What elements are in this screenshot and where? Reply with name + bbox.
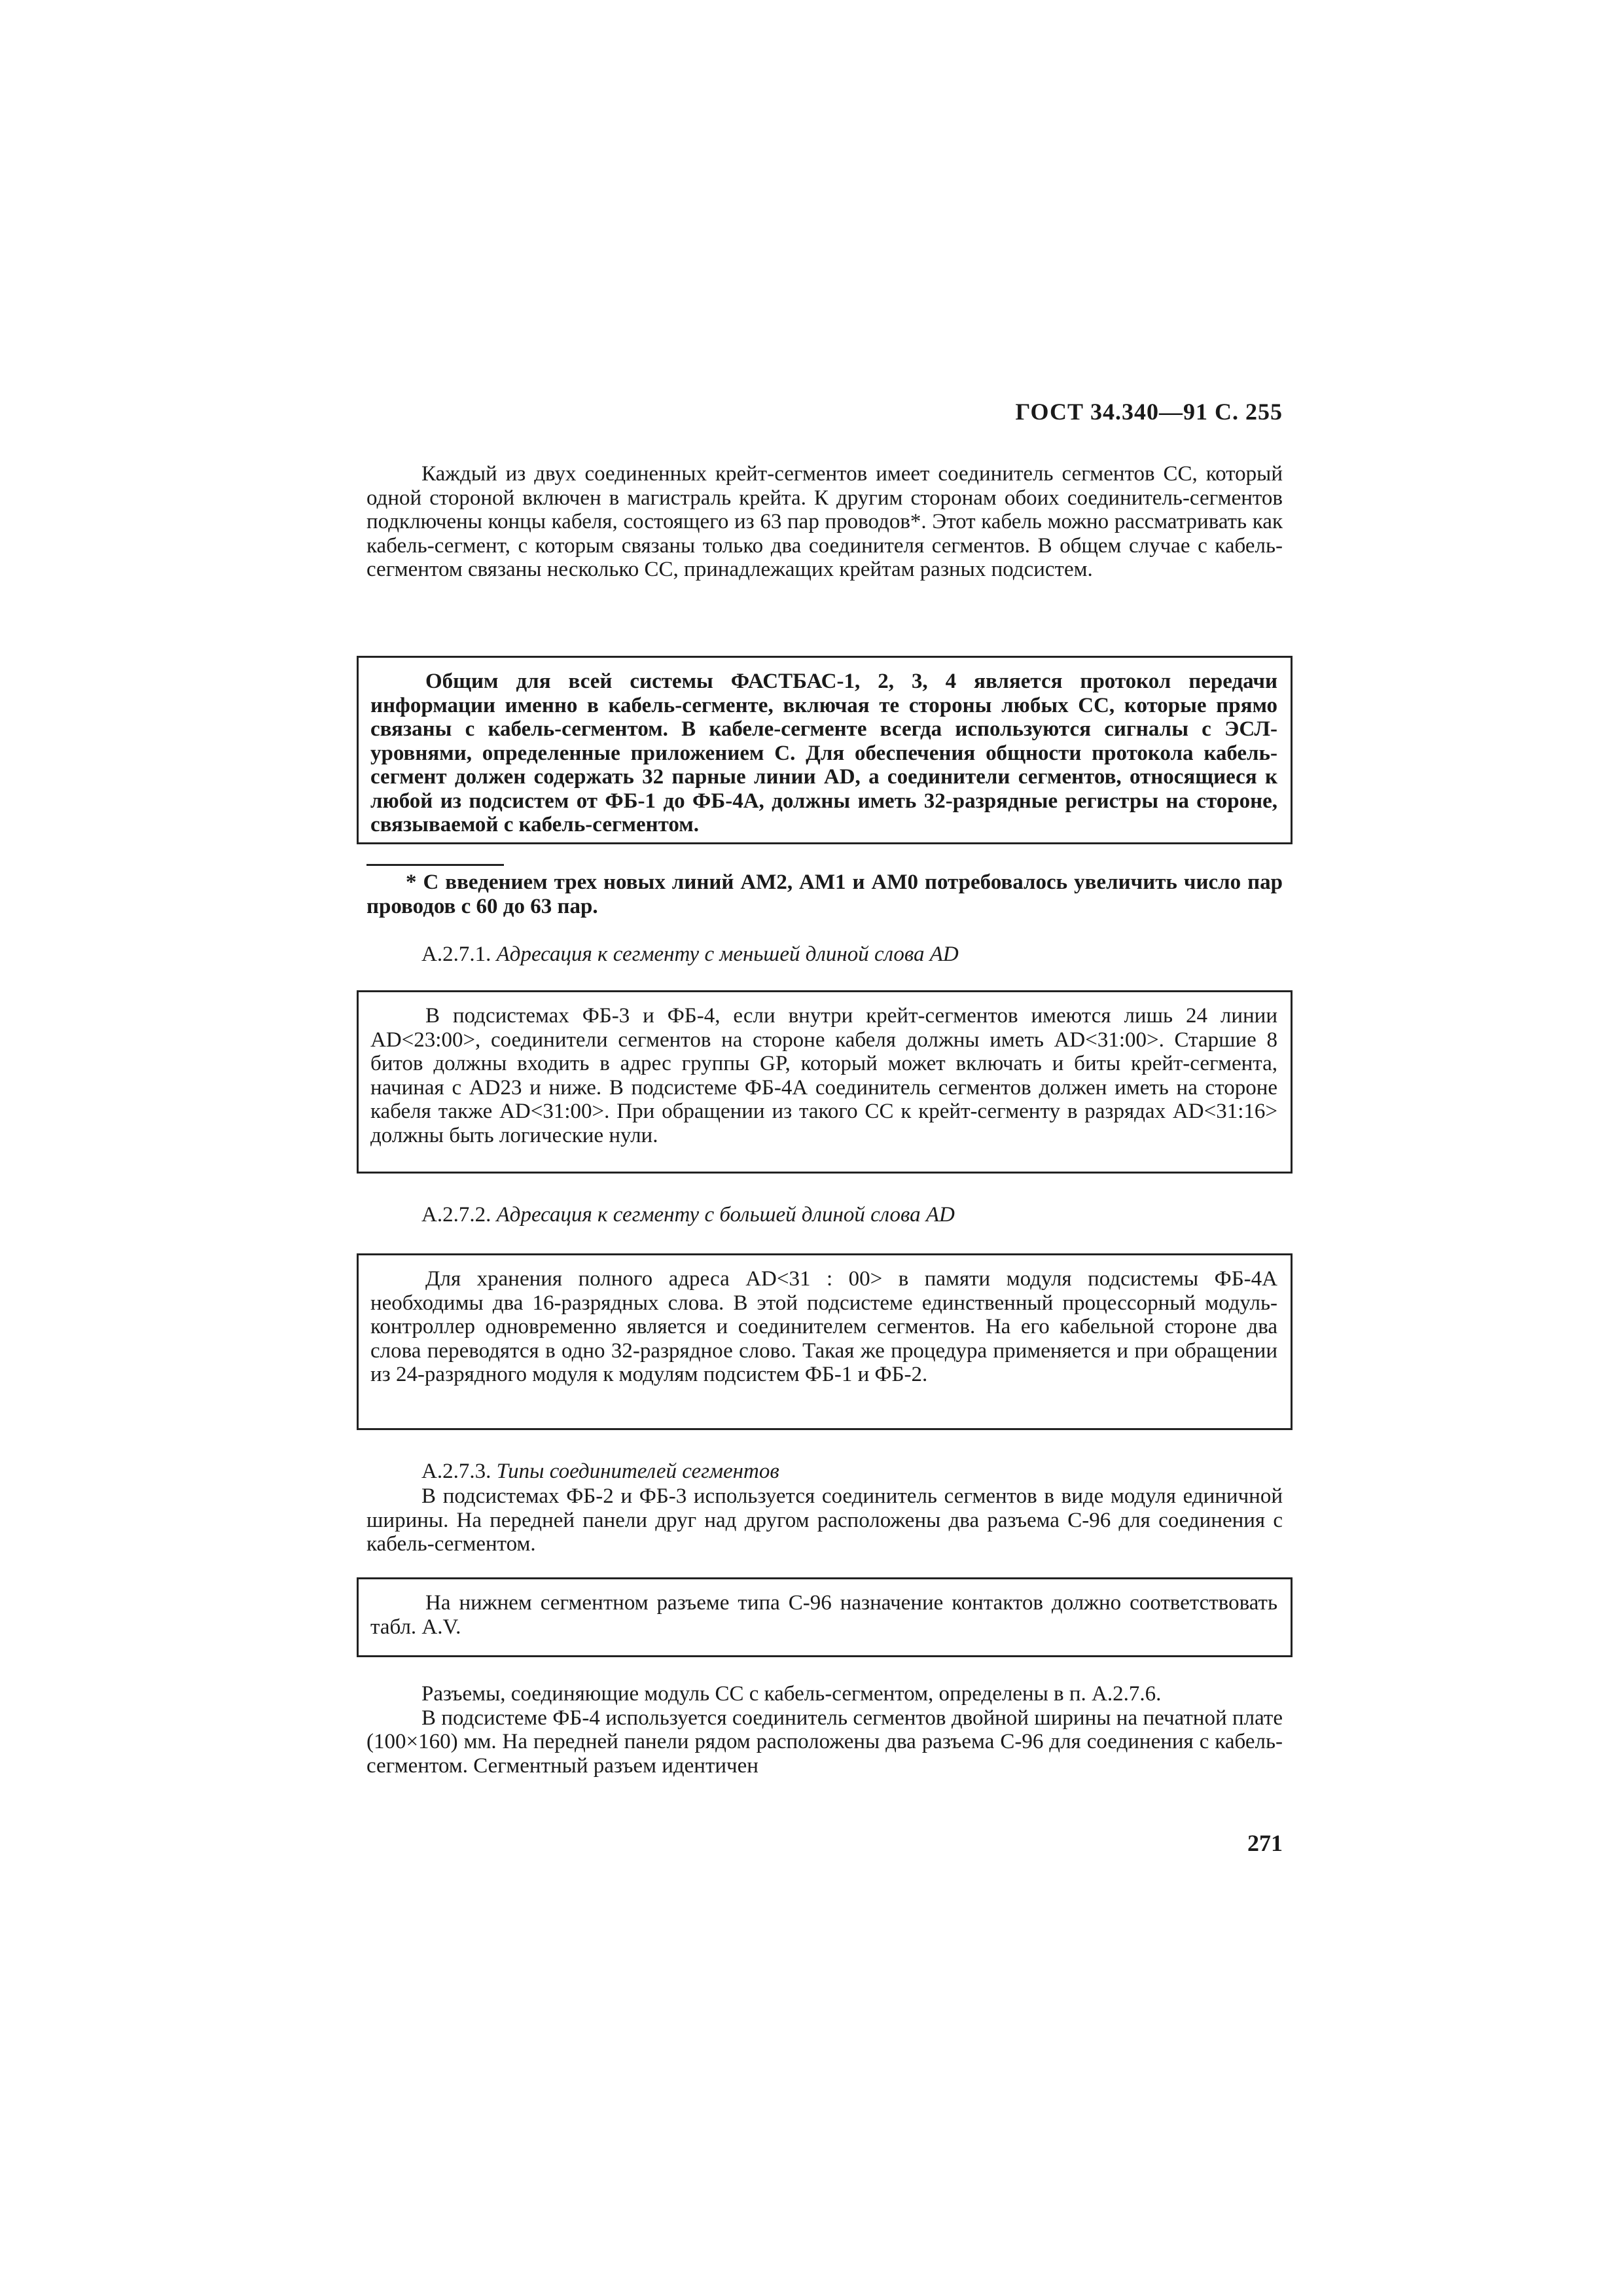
boxed-note-long-word <box>357 1253 1293 1430</box>
box2-text: В подсистемах ФБ-3 и ФБ-4, если внутри крейт-сегментов имеются лишь 24 линии AD<23:00>, соединители сегментов на стороне кабеля должны иметь AD<31:00>. Старшие 8 битов должны входить в адрес группы GP, который может включать и биты крейт-сегмента, начиная с AD23 и ниже. В подсистеме ФБ-4А соединитель сегментов должен иметь на стороне кабеля также AD<31:00>. При обращении из такого СС к крейт-сегменту в разрядах AD<31:16> должны быть логические нули. <box>370 1004 1277 1147</box>
boxed-note-short-word <box>357 990 1293 1174</box>
page-header: ГОСТ 34.340—91 С. 255 <box>1015 399 1283 425</box>
box4-text: На нижнем сегментном разъеме типа С-96 назначение контактов должно соответствовать табл. A.V. <box>370 1591 1277 1639</box>
section-heading-a272 <box>421 1203 1272 1227</box>
section-number: А.2.7.3. <box>421 1460 491 1483</box>
box1-text: Общим для всей системы ФАСТБАС-1, 2, 3, 4 является протокол передачи информации именно в кабель-сегменте, включая те стороны любых СС, которые прямо связаны с кабель-сегментом. В кабеле-сегменте всегда используются сигналы с ЭСЛ-уровнями, определенные приложением С. Для обеспечения общности протокола кабель-сегмент должен содержать 32 парные линии AD, а соединители сегментов, относящиеся к любой из подсистем от ФБ-1 до ФБ-4А, должны иметь 32-разрядные регистры на стороне, связываемой с кабель-сегментом. <box>370 670 1277 836</box>
section-title: Типы соединителей сегментов <box>496 1460 779 1483</box>
intro-text: Каждый из двух соединенных крейт-сегментов имеет соединитель сегментов СС, который одной стороной включен в магистраль крейта. К другим сторонам обоих соединитель-сегментов подключены концы кабеля, состоящего из 63 пар проводов*. Этот кабель можно рассматривать как кабель-сегмент, с которым связаны только два соединителя сегментов. В общем случае с кабель-сегментом связаны несколько СС, принадлежащих крейтам разных подсистем. <box>366 462 1283 581</box>
boxed-note-protocol <box>357 656 1293 844</box>
tail-text-2: В подсистеме ФБ-4 используется соединитель сегментов двойной ширины на печатной плате (100×160) мм. На передней панели рядом расположены два разъема С-96 для соединения с кабель-сегментом. Сегментный разъем идентичен <box>366 1706 1283 1778</box>
intro-paragraph <box>366 462 1283 582</box>
page-number: 271 <box>1247 1830 1283 1856</box>
section-number: А.2.7.1. <box>421 942 491 966</box>
tail-text-1: Разъемы, соединяющие модуль СС с кабель-сегментом, определены в п. А.2.7.6. <box>421 1682 1162 1706</box>
box3-text: Для хранения полного адреса AD<31 : 00> в памяти модуля подсистемы ФБ-4А необходимы два 16-разрядных слова. В этой подсистеме единственный процессорный модуль-контроллер одновременно является и соединителем сегментов. На его кабельной стороне два слова переводятся в одно 32-разрядное слово. Такая же процедура применяется и при обращении из 24-разрядного модуля к модулям подсистем ФБ-1 и ФБ-2. <box>370 1267 1277 1386</box>
section-a273-body <box>366 1484 1283 1556</box>
tail-paragraphs <box>366 1682 1283 1778</box>
footnote-text: * С введением трех новых линий АМ2, АМ1 и АМ0 потребовалось увеличить число пар проводов с 60 до 63 пар. <box>366 870 1283 918</box>
footnote-divider <box>366 864 504 866</box>
boxed-note-connector <box>357 1577 1293 1657</box>
section-heading-a271 <box>421 942 1272 966</box>
section-title: Адресация к сегменту с меньшей длиной слова AD <box>496 942 959 966</box>
section-title: Адресация к сегменту с большей длиной слова AD <box>496 1203 955 1227</box>
section-heading-a273 <box>421 1460 1272 1483</box>
footnote <box>366 870 1283 918</box>
section-a273-text: В подсистемах ФБ-2 и ФБ-3 используется соединитель сегментов в виде модуля единичной ширины. На передней панели друг над другом расположены два разъема С-96 для соединения с кабель-сегментом. <box>366 1484 1283 1556</box>
section-number: А.2.7.2. <box>421 1203 491 1227</box>
